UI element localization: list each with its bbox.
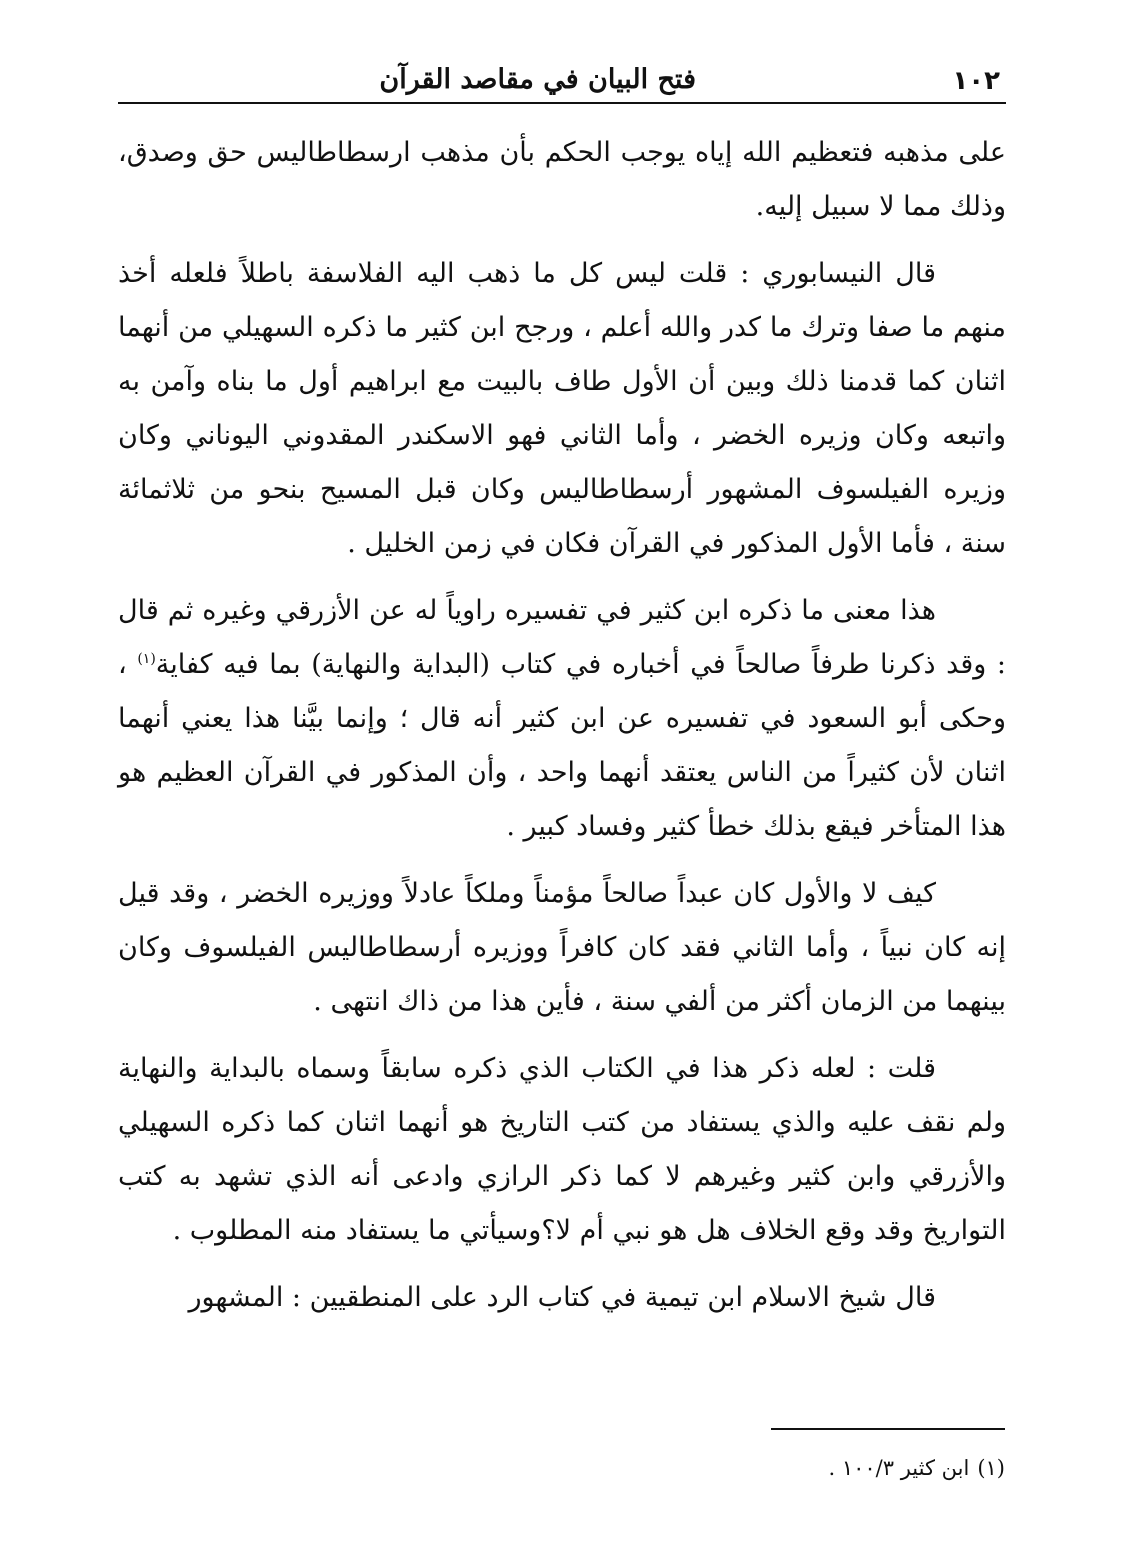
page-header — [118, 62, 1006, 104]
footnote — [117, 1454, 1005, 1482]
paragraph-ibn-taymiyya: قال شيخ الاسلام ابن تيمية في كتاب الرد على المنطقيين : المشهور — [188, 1282, 936, 1313]
paragraph-qultu: قلت : لعله ذكر هذا في الكتاب الذي ذكره سابقاً وسماه بالبداية والنهاية ولم نقف عليه والذي يستفاد من كتب التاريخ هو أنهما اثنان كما ذكره السهيلي والأزرقي وابن كثير وغيرهم لا كما ذكر الرازي وادعى أنه الذي تشهد به كتب التواريخ وقد وقع الخلاف هل هو نبي أم لا؟وسيأتي ما يستفاد منه المطلوب . — [118, 1053, 1006, 1246]
footnote-mark: (١) — [977, 1456, 1005, 1480]
footnote-reference: (١) — [137, 651, 156, 667]
paragraph-text-after-ref: ، وحكى أبو السعود في تفسيره عن ابن كثير أنه قال ؛ وإنما بيَّنا هذا يعني أنهما اثنان لأن كثيراً من الناس يعتقد أنهما واحد ، وأن المذكور في القرآن العظيم هو هذا المتأخر فيقع بذلك خطأ كثير وفساد كبير . — [118, 649, 1006, 842]
footnote-divider — [771, 1428, 1005, 1430]
paragraph-continuation: على مذهبه فتعظيم الله إياه يوجب الحكم بأن مذهب ارسطاطاليس حق وصدق، وذلك مما لا سبيل إليه. — [118, 137, 1006, 222]
page-number: ١٠٢ — [952, 66, 1000, 96]
paragraph-text-before-ref: هذا معنى ما ذكره ابن كثير في تفسيره راوياً له عن الأزرقي وغيره ثم قال : وقد ذكرنا طرفاً صالحاً في أخباره في كتاب (البداية والنهاية) بما فيه كفاية — [118, 595, 1006, 680]
main-text — [118, 126, 1006, 1338]
paragraph-kayfa: كيف لا والأول كان عبداً صالحاً مؤمناً وملكاً عادلاً ووزيره الخضر ، وقد قيل إنه كان نبياً ، وأما الثاني فقد كان كافراً ووزيره أرسطاطاليس الفيلسوف وكان بينهما من الزمان أكثر من ألفي سنة ، فأين هذا من ذاك انتهى . — [118, 878, 1006, 1017]
running-title: فتح البيان في مقاصد القرآن — [379, 64, 696, 95]
paragraph-nisaburi: قال النيسابوري : قلت ليس كل ما ذهب اليه الفلاسفة باطلاً فلعله أخذ منهم ما صفا وترك ما كدر والله أعلم ، ورجح ابن كثير ما ذكره السهيلي من أنهما اثنان كما قدمنا ذلك وبين أن الأول طاف بالبيت مع ابراهيم أول ما بناه وآمن به واتبعه وكان وزيره الخضر ، وأما الثاني فهو الاسكندر المقدوني اليوناني وكان وزيره الفيلسوف المشهور أرسطاطاليس وكان قبل المسيح بنحو من ثلاثمائة سنة ، فأما الأول المذكور في القرآن فكان في زمن الخليل . — [118, 258, 1006, 559]
paragraph-ibn-kathir — [118, 584, 1006, 854]
footnote-text: ابن كثير ١٠٠/٣ . — [828, 1456, 970, 1480]
